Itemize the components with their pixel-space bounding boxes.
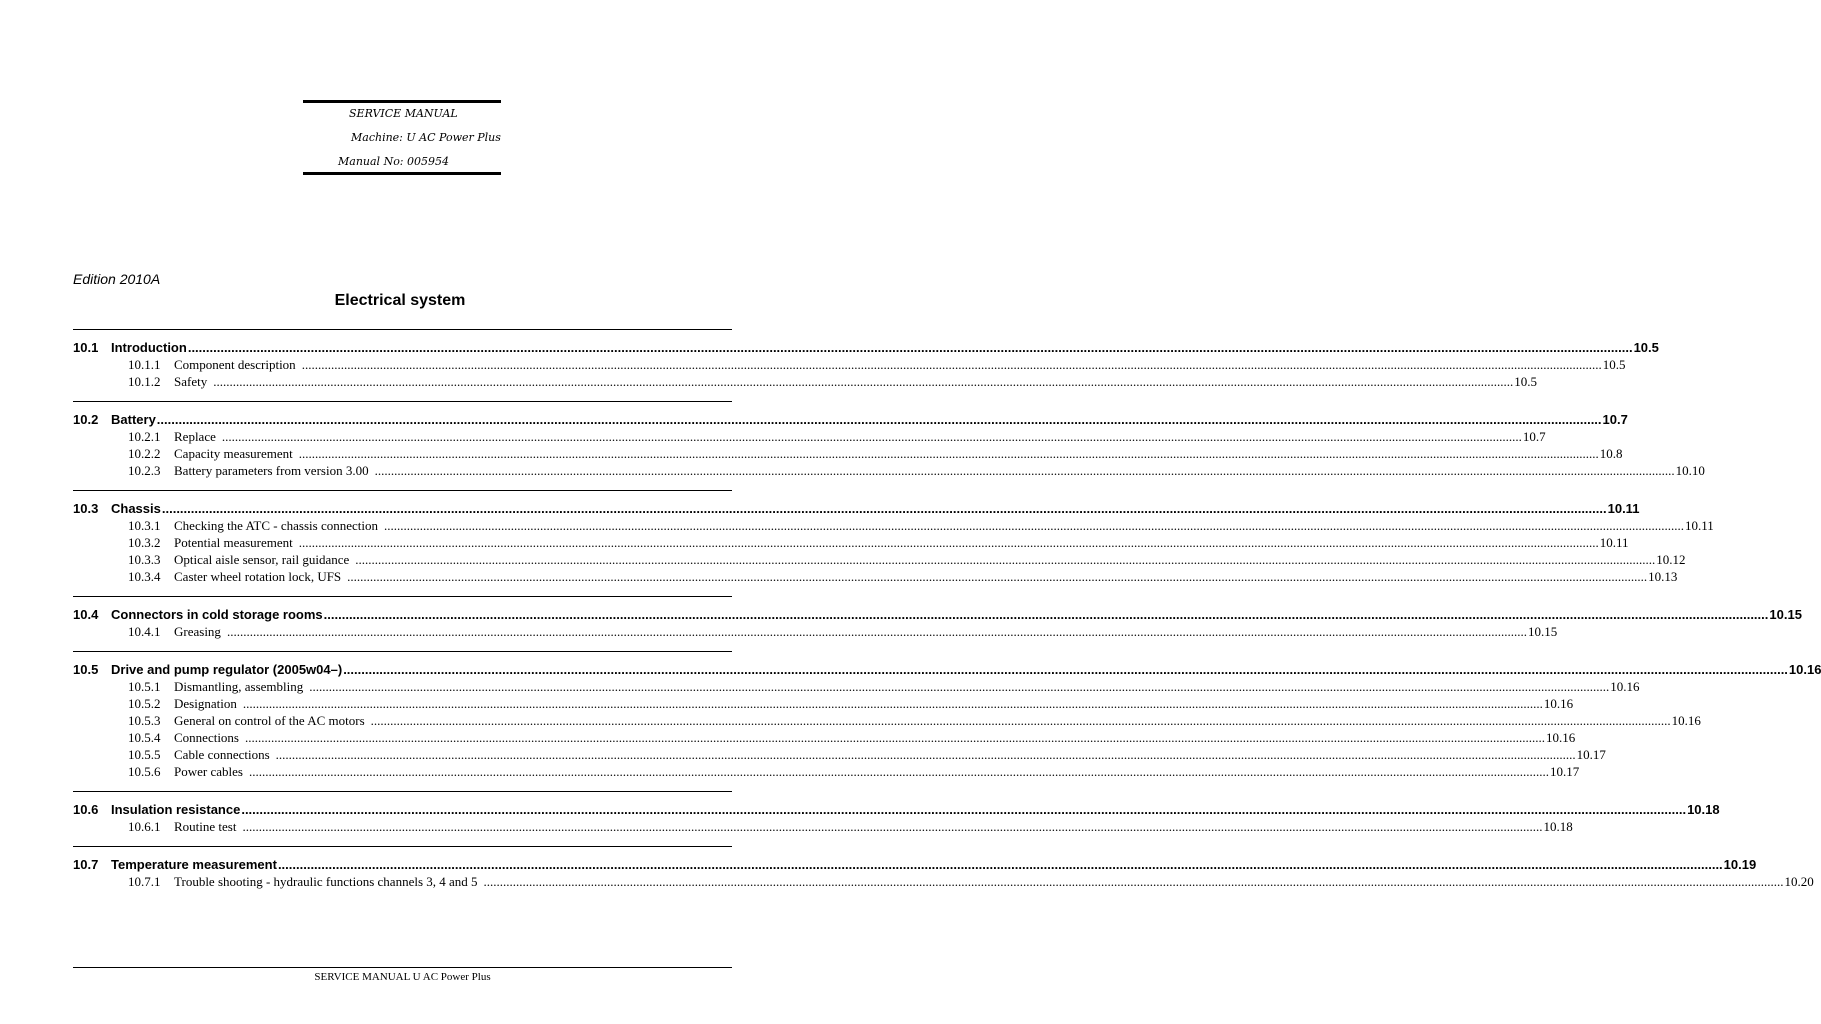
toc-page-number: 10.7 [1602, 412, 1628, 427]
toc-number: 10.7 [73, 857, 99, 872]
toc-number: 10.3.3 [128, 552, 161, 567]
toc-label: General on control of the AC motors [174, 713, 365, 728]
toc-leader-dots: ................................................................................................................................................................................................................................................................................................................................................................................................................ [161, 501, 1607, 516]
toc-label: Replace [174, 429, 216, 444]
toc-subsection-entry[interactable] [73, 356, 1626, 373]
toc-subsection-entry[interactable] [73, 712, 1701, 729]
toc-page-number: 10.5 [1633, 340, 1659, 355]
toc-number: 10.6 [73, 802, 99, 817]
toc-section-entry[interactable] [73, 411, 1628, 428]
toc-label: Routine test [174, 819, 237, 834]
toc-label: Introduction [111, 340, 187, 355]
toc-label: Chassis [111, 501, 161, 516]
toc-number: 10.3.2 [128, 535, 161, 550]
header-manual-no: Manual No: 005954 [338, 155, 450, 168]
toc-section [73, 846, 1814, 901]
toc-section-entry[interactable] [73, 856, 1757, 873]
toc-page-number: 10.16 [1610, 679, 1640, 694]
toc-subsection-entry[interactable] [73, 551, 1686, 568]
toc-leader-dots: ................................................................................................................................................................................................................................................................................................................................................................................................................ [374, 463, 1675, 478]
toc-subsection-entry[interactable] [73, 729, 1576, 746]
toc-number: 10.5.1 [128, 679, 161, 694]
toc-label: Designation [174, 696, 237, 711]
toc-leader-dots: ................................................................................................................................................................................................................................................................................................................................................................................................................ [241, 802, 1687, 817]
toc-label: Component description [174, 357, 296, 372]
toc-page-number: 10.16 [1788, 662, 1821, 677]
toc-number: 10.4 [73, 607, 99, 622]
toc-number: 10.5.6 [128, 764, 161, 779]
toc-label: Dismantling, assembling [174, 679, 304, 694]
toc-subsection-entry[interactable] [73, 763, 1580, 780]
toc-page-number: 10.11 [1685, 518, 1714, 533]
toc-subsection-entry[interactable] [73, 873, 1814, 890]
header-machine: Machine: U AC Power Plus [351, 131, 501, 144]
toc-page-number: 10.10 [1675, 463, 1705, 478]
toc-leader-dots: ................................................................................................................................................................................................................................................................................................................................................................................................................ [323, 607, 1769, 622]
toc-page-number: 10.18 [1543, 819, 1573, 834]
toc-subsection-entry[interactable] [73, 746, 1606, 763]
toc-leader-dots: ................................................................................................................................................................................................................................................................................................................................................................................................................ [298, 535, 1599, 550]
toc-leader-dots: ................................................................................................................................................................................................................................................................................................................................................................................................................ [384, 518, 1684, 533]
toc-subsection-entry[interactable] [73, 517, 1714, 534]
toc-number: 10.5.3 [128, 713, 161, 728]
page-title: Electrical system [334, 292, 466, 309]
toc-leader-dots: ................................................................................................................................................................................................................................................................................................................................................................................................................ [309, 679, 1610, 694]
toc-label: Trouble shooting - hydraulic functions channels 3, 4 and 5 [174, 874, 478, 889]
toc-number: 10.2.1 [128, 429, 161, 444]
toc-leader-dots: ................................................................................................................................................................................................................................................................................................................................................................................................................ [347, 569, 1648, 584]
toc-page-number: 10.16 [1671, 713, 1701, 728]
toc-page-number: 10.11 [1599, 535, 1629, 550]
toc-label: Battery [111, 412, 156, 427]
page-footer: SERVICE MANUAL U AC Power Plus [73, 967, 732, 983]
toc-number: 10.2.2 [128, 446, 161, 461]
toc-label: Cable connections [174, 747, 270, 762]
toc-number: 10.3.1 [128, 518, 161, 533]
toc-section [73, 651, 1821, 791]
toc-subsection-entry[interactable] [73, 623, 1558, 640]
toc-number: 10.5.2 [128, 696, 161, 711]
toc-leader-dots: ................................................................................................................................................................................................................................................................................................................................................................................................................ [343, 662, 1788, 677]
toc-page-number: 10.17 [1576, 747, 1606, 762]
toc-leader-dots: ................................................................................................................................................................................................................................................................................................................................................................................................................ [483, 874, 1784, 889]
toc-label: Drive and pump regulator (2005w04–) [111, 662, 343, 677]
toc-page-number: 10.15 [1769, 607, 1802, 622]
toc-section-entry[interactable] [73, 801, 1720, 818]
toc-page-number: 10.20 [1784, 874, 1814, 889]
toc-subsection-entry[interactable] [73, 568, 1678, 585]
toc-section [73, 401, 1705, 490]
toc-subsection-entry[interactable] [73, 818, 1573, 835]
toc-leader-dots: ................................................................................................................................................................................................................................................................................................................................................................................................................ [156, 412, 1602, 427]
toc-leader-dots: ................................................................................................................................................................................................................................................................................................................................................................................................................ [242, 696, 1543, 711]
toc-subsection-entry[interactable] [73, 462, 1705, 479]
toc-leader-dots: ................................................................................................................................................................................................................................................................................................................................................................................................................ [221, 429, 1522, 444]
toc-page-number: 10.18 [1687, 802, 1720, 817]
toc-section [73, 490, 1714, 596]
toc-leader-dots: ................................................................................................................................................................................................................................................................................................................................................................................................................ [226, 624, 1527, 639]
toc-subsection-entry[interactable] [73, 534, 1629, 551]
toc-label: Checking the ATC - chassis connection [174, 518, 378, 533]
toc-number: 10.2.3 [128, 463, 161, 478]
toc-number: 10.4.1 [128, 624, 161, 639]
toc-leader-dots: ................................................................................................................................................................................................................................................................................................................................................................................................................ [187, 340, 1633, 355]
toc-page-number: 10.13 [1648, 569, 1678, 584]
toc-page-number: 10.5 [1602, 357, 1626, 372]
toc-page-number: 10.17 [1549, 764, 1580, 779]
toc-label: Temperature measurement [111, 857, 277, 872]
edition-label: Edition 2010A [73, 271, 161, 287]
toc-label: Battery parameters from version 3.00 [174, 463, 369, 478]
toc-label: Capacity measurement [174, 446, 293, 461]
toc-leader-dots: ................................................................................................................................................................................................................................................................................................................................................................................................................ [248, 764, 1549, 779]
toc-leader-dots: ................................................................................................................................................................................................................................................................................................................................................................................................................ [245, 730, 1545, 745]
table-of-contents [73, 329, 1821, 901]
toc-leader-dots: ................................................................................................................................................................................................................................................................................................................................................................................................................ [298, 446, 1599, 461]
toc-page-number: 10.19 [1723, 857, 1757, 872]
toc-number: 10.6.1 [128, 819, 161, 834]
toc-leader-dots: ................................................................................................................................................................................................................................................................................................................................................................................................................ [301, 357, 1602, 372]
toc-number: 10.5 [73, 662, 99, 677]
toc-page-number: 10.8 [1599, 446, 1623, 461]
toc-section-entry[interactable] [73, 606, 1802, 623]
toc-number: 10.3 [73, 501, 99, 516]
toc-subsection-entry[interactable] [73, 678, 1640, 695]
toc-label: Insulation resistance [111, 802, 241, 817]
toc-leader-dots: ................................................................................................................................................................................................................................................................................................................................................................................................................ [242, 819, 1543, 834]
toc-subsection-entry[interactable] [73, 428, 1546, 445]
toc-number: 10.5.4 [128, 730, 161, 745]
toc-number: 10.1.2 [128, 374, 161, 389]
toc-leader-dots: ................................................................................................................................................................................................................................................................................................................................................................................................................ [355, 552, 1656, 567]
toc-label: Greasing [174, 624, 221, 639]
toc-label: Optical aisle sensor, rail guidance [174, 552, 350, 567]
toc-label: Potential measurement [174, 535, 293, 550]
toc-page-number: 10.16 [1546, 730, 1576, 745]
toc-number: 10.3.4 [128, 569, 161, 584]
toc-leader-dots: ................................................................................................................................................................................................................................................................................................................................................................................................................ [277, 857, 1723, 872]
toc-section [73, 596, 1802, 651]
toc-subsection-entry[interactable] [73, 695, 1574, 712]
toc-number: 10.5.5 [128, 747, 161, 762]
toc-leader-dots: ................................................................................................................................................................................................................................................................................................................................................................................................................ [370, 713, 1671, 728]
toc-number: 10.2 [73, 412, 99, 427]
toc-page-number: 10.15 [1527, 624, 1558, 639]
toc-label: Caster wheel rotation lock, UFS [174, 569, 342, 584]
toc-section-entry[interactable] [73, 500, 1640, 517]
toc-section [73, 791, 1720, 846]
toc-page-number: 10.5 [1514, 374, 1537, 389]
toc-label: Power cables [174, 764, 243, 779]
toc-subsection-entry[interactable] [73, 373, 1537, 390]
toc-page-number: 10.7 [1522, 429, 1546, 444]
manual-header-box [303, 100, 501, 175]
toc-section [73, 329, 1659, 401]
toc-leader-dots: ................................................................................................................................................................................................................................................................................................................................................................................................................ [275, 747, 1576, 762]
header-service-manual: SERVICE MANUAL [349, 107, 458, 120]
toc-number: 10.1 [73, 340, 99, 355]
toc-subsection-entry[interactable] [73, 445, 1623, 462]
toc-label: Connections [174, 730, 239, 745]
toc-page-number: 10.11 [1607, 501, 1640, 516]
toc-page-number: 10.16 [1543, 696, 1574, 711]
toc-number: 10.7.1 [128, 874, 161, 889]
toc-label: Connectors in cold storage rooms [111, 607, 323, 622]
toc-leader-dots: ................................................................................................................................................................................................................................................................................................................................................................................................................ [213, 374, 1514, 389]
toc-label: Safety [174, 374, 208, 389]
toc-number: 10.1.1 [128, 357, 161, 372]
toc-section-entry[interactable] [73, 661, 1821, 678]
toc-page-number: 10.12 [1656, 552, 1686, 567]
toc-section-entry[interactable] [73, 339, 1659, 356]
